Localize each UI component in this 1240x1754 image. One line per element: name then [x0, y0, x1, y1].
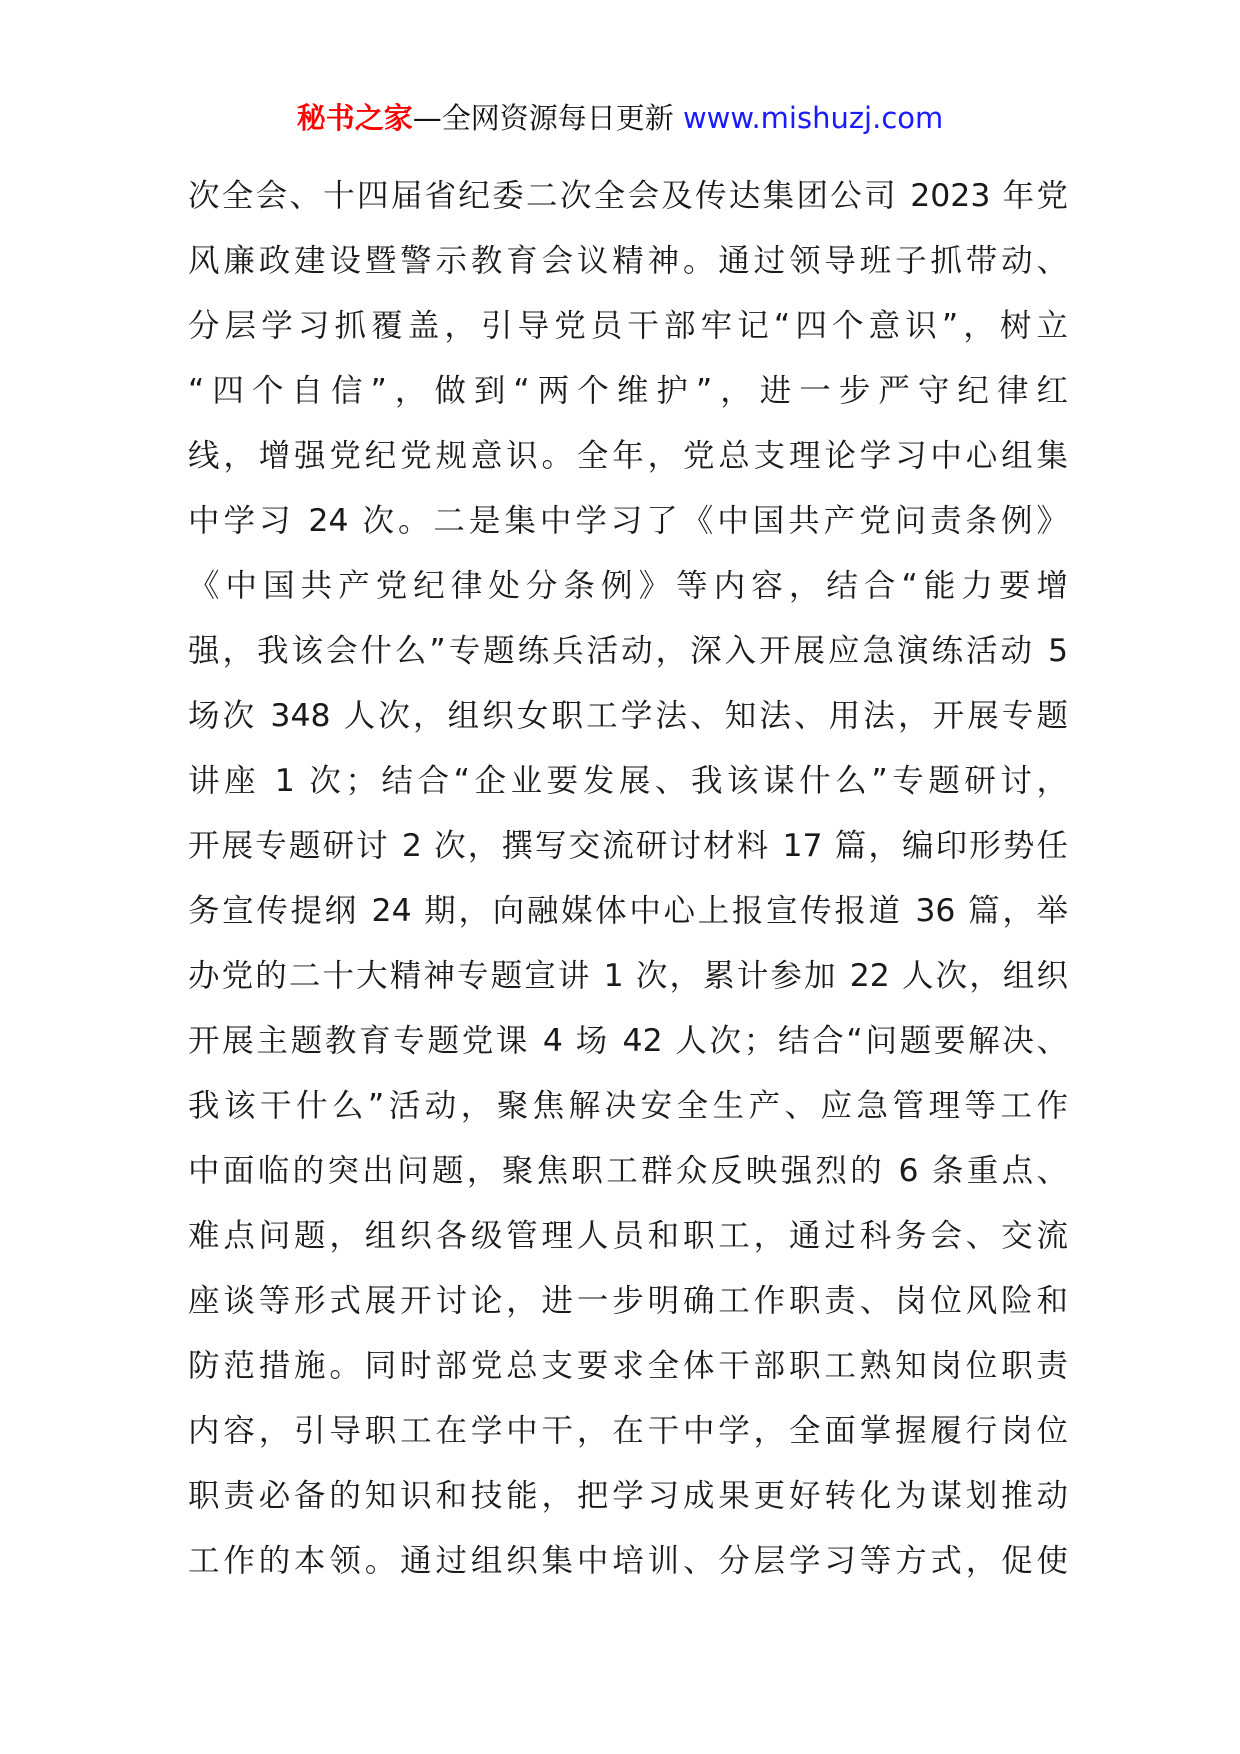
brand-name: 秘书之家	[296, 101, 413, 135]
text-line: 工作的本领。通过组织集中培训、分层学习等方式，促使	[188, 1543, 1068, 1579]
text-line: 讲座 1 次；结合“企业要发展、我该谋什么”专题研讨，	[188, 763, 1068, 799]
text-line: 内容，引导职工在学中干，在干中学，全面掌握履行岗位	[188, 1413, 1068, 1449]
text-line: 强，我该会什么”专题练兵活动，深入开展应急演练活动 5	[188, 633, 1068, 669]
text-line: 中面临的突出问题，聚焦职工群众反映强烈的 6 条重点、	[188, 1153, 1068, 1189]
text-line: 职责必备的知识和技能，把学习成果更好转化为谋划推动	[188, 1478, 1068, 1514]
text-line: “四个自信”，做到“两个维护”，进一步严守纪律红	[188, 373, 1068, 409]
text-line: 难点问题，组织各级管理人员和职工，通过科务会、交流	[188, 1218, 1068, 1254]
text-line: 座谈等形式展开讨论，进一步明确工作职责、岗位风险和	[188, 1283, 1068, 1319]
text-line: 次全会、十四届省纪委二次全会及传达集团公司 2023 年党	[188, 178, 1068, 214]
text-line: 开展主题教育专题党课 4 场 42 人次；结合“问题要解决、	[188, 1023, 1068, 1059]
text-line: 办党的二十大精神专题宣讲 1 次，累计参加 22 人次，组织	[188, 958, 1068, 994]
text-line: 线，增强党纪党规意识。全年，党总支理论学习中心组集	[188, 438, 1068, 474]
text-line: 务宣传提纲 24 期，向融媒体中心上报宣传报道 36 篇，举	[188, 893, 1068, 929]
text-line: 分层学习抓覆盖，引导党员干部牢记“四个意识”，树立	[188, 308, 1068, 344]
page-header	[0, 98, 1240, 138]
text-line: 场次 348 人次，组织女职工学法、知法、用法，开展专题	[188, 698, 1068, 734]
text-line: 开展专题研讨 2 次，撰写交流研讨材料 17 篇，编印形势任	[188, 828, 1068, 864]
header-slogan: —全网资源每日更新	[412, 101, 674, 135]
text-line: 风廉政建设暨警示教育会议精神。通过领导班子抓带动、	[188, 243, 1068, 279]
text-line: 中学习 24 次。二是集中学习了《中国共产党问责条例》	[188, 503, 1068, 539]
document-body	[188, 164, 1068, 1594]
text-line: 防范措施。同时部党总支要求全体干部职工熟知岗位职责	[188, 1348, 1068, 1384]
text-line: 我该干什么”活动，聚焦解决安全生产、应急管理等工作	[188, 1088, 1068, 1124]
text-line: 《中国共产党纪律处分条例》等内容，结合“能力要增	[188, 568, 1068, 604]
site-url-link[interactable]: www.mishuzj.com	[673, 101, 944, 135]
